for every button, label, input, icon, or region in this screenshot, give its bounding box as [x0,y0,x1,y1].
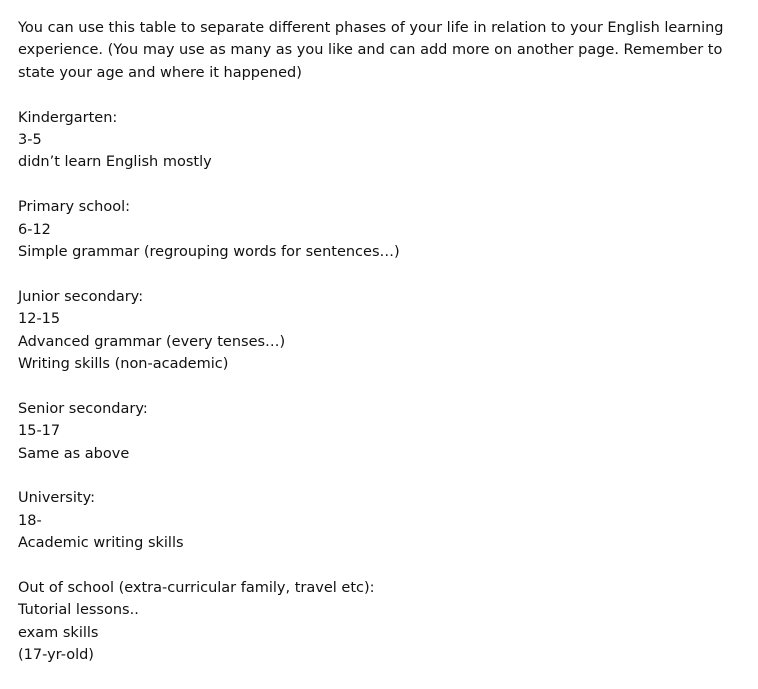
section-age-range: 3-5 [18,132,42,149]
section-note: Writing skills (non-academic) [18,356,229,373]
section-title: Primary school: [18,199,131,216]
section-kindergarten [18,107,748,174]
section-senior-secondary [18,398,748,465]
section-note: (17-yr-old) [18,647,94,664]
document-body [18,17,748,667]
section-title: University: [18,490,95,507]
section-note: Advanced grammar (every tenses…) [18,333,286,350]
section-university [18,487,748,554]
section-out-of-school [18,577,748,667]
section-note: Same as above [18,445,130,462]
section-junior-secondary [18,286,748,376]
section-title: Senior secondary: [18,400,148,417]
section-age-range: 15-17 [18,423,61,440]
section-age-range: 12-15 [18,311,61,328]
section-note: Tutorial lessons.. [18,602,139,619]
section-title: Junior secondary: [18,288,144,305]
section-primary-school [18,196,748,263]
section-age-range: 6-12 [18,221,51,238]
section-title: Out of school (extra-curricular family, travel etc): [18,580,375,597]
section-note: Academic writing skills [18,535,184,552]
section-note: exam skills [18,624,99,641]
section-title: Kindergarten: [18,109,118,126]
intro-paragraph: You can use this table to separate different phases of your life in relation to your English learning experience. (You may use as many as you like and can add more on another page. Remember to state your age and where it happened) [18,20,724,81]
section-age-range: 18- [18,512,42,529]
section-note: didn’t learn English mostly [18,154,212,171]
section-note: Simple grammar (regrouping words for sentences…) [18,244,400,261]
